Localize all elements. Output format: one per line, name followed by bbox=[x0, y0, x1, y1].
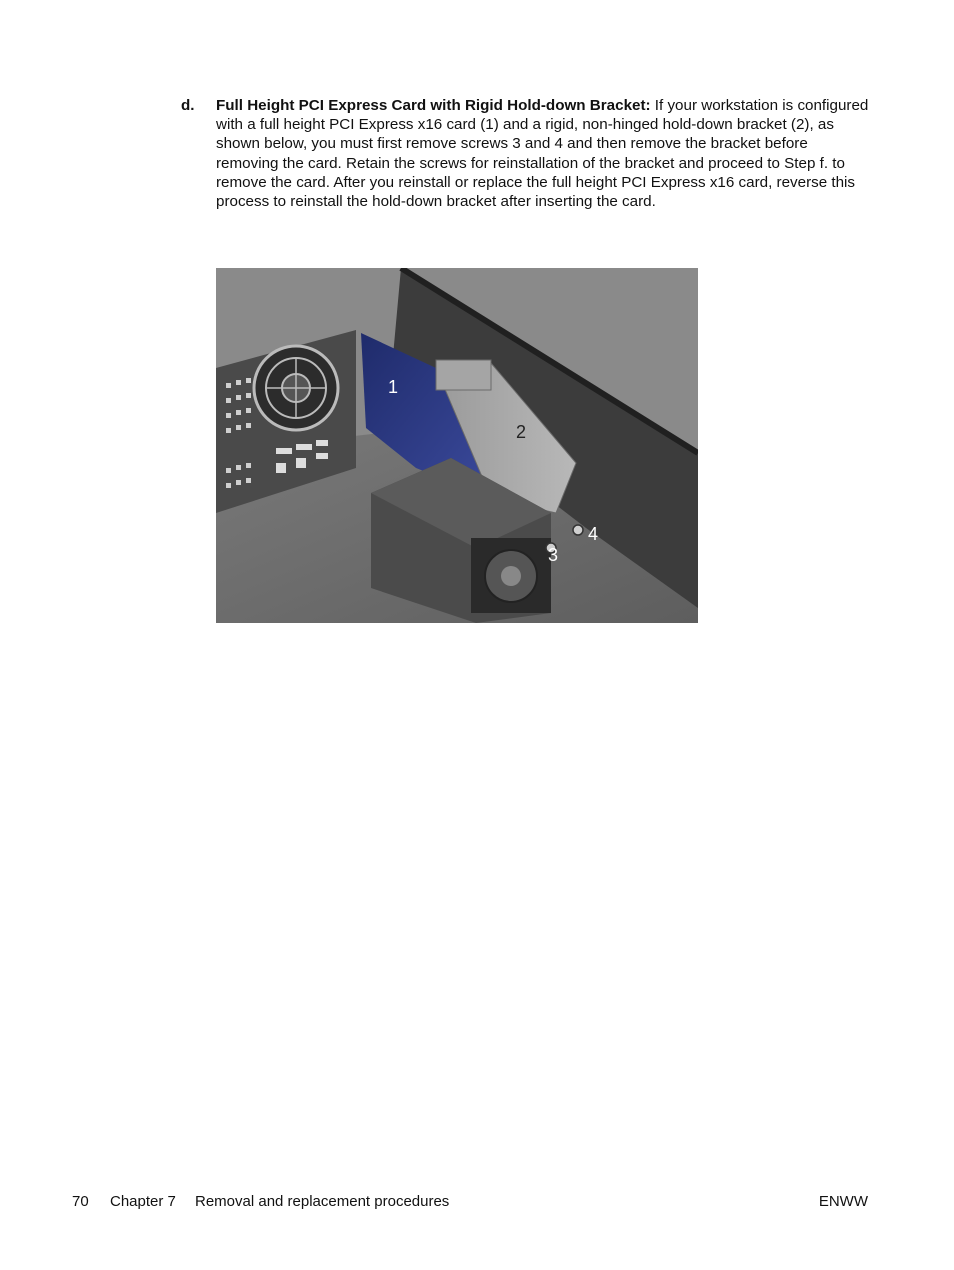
chassis-illustration bbox=[216, 268, 698, 623]
document-code: ENWW bbox=[818, 1193, 868, 1210]
page-number: 70 bbox=[72, 1193, 89, 1210]
rear-fan-grille bbox=[254, 346, 338, 430]
chassis-drawing bbox=[216, 268, 698, 623]
chapter-label: Chapter 7 bbox=[110, 1193, 176, 1210]
chapter-title: Removal and replacement procedures bbox=[195, 1193, 450, 1210]
step-body-text: If your workstation is configured with a full height PCI Express x16 card (1) and a rigid, non-hinged hold-down bracket (2), as shown below, you must first remove screws 3 and 4 and then remove the bracket before removing the card. Retain the screws for reinstallation of the bracket and proceed to Step f. to remove the card. After you reinstall or replace the full height PCI Express x16 card, reverse this process to reinstall the hold-down bracket after inserting the card. bbox=[216, 97, 869, 211]
bracket-top-tab bbox=[436, 360, 491, 390]
step-letter: d. bbox=[181, 97, 195, 114]
callout-4: 4 bbox=[588, 524, 599, 544]
callout-2: 2 bbox=[516, 422, 527, 442]
step-text bbox=[216, 96, 871, 211]
fan-hub bbox=[501, 566, 521, 586]
callout-3: 3 bbox=[548, 545, 559, 565]
procedure-step bbox=[181, 96, 871, 211]
screw-4 bbox=[573, 525, 583, 535]
step-title: Full Height PCI Express Card with Rigid Hold-down Bracket: bbox=[216, 97, 651, 114]
callout-1: 1 bbox=[388, 377, 399, 397]
